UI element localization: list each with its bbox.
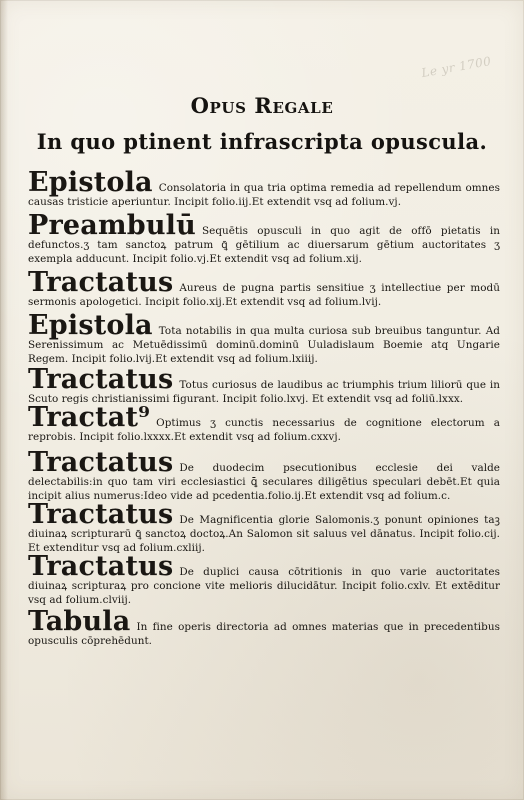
- entry-text: Tota notabilis in qua multa curiosa sub breuibus tanguntur. Ad Serenissimum ac Metuēdissimū dominū.dominū Uuladislaum Boemie atq Ungarie Regem. Incipit folio.lvij.Et extendit vsq ad folium.lxiiij.: [28, 325, 500, 366]
- entry-text: Optimus ʒ cunctis necessarius de cognitione electorum a reprobis. Incipit folio.lxxxx.Et extendit vsq ad folium.cxxvj.: [28, 417, 500, 444]
- entry-label: Tractatus: [28, 551, 174, 582]
- entry-tractatus-4: [28, 499, 500, 555]
- entry-label: Epistola: [28, 167, 153, 198]
- corner-note: Le yr 1700: [420, 53, 493, 81]
- entry-text: Totus curiosus de laudibus ac triumphis trium liliorū que in Scuto regis christianissimi figurant. Incipit folio.lxvj. Et extendit vsq ad foliū.lxxx.: [28, 379, 500, 406]
- entry-label: Epistola: [28, 310, 153, 341]
- entry-tabula: [28, 606, 500, 648]
- entry-text: De duplici causa cōtritionis in quo varie auctoritates diuinaꝝ scripturaꝝ pro concione vite melioris dilucidātur. Incipit folio.cxlv. Et extēditur vsq ad folium.clviij.: [28, 566, 500, 607]
- entry-label: Tractatus: [28, 267, 174, 298]
- entry-preambulum: [28, 210, 500, 266]
- entry-tractat9: [28, 402, 500, 444]
- entry-label: Preambulū: [28, 210, 196, 241]
- entry-text: De duodecim psecutionibus ecclesie dei valde delectabilis:in quo tam viri ecclesiastici ꝗ̄ seculares diligētius speculari debēt.Et quia incipit alius numerus:Ideo vide ad pcedentia.folio.ij.Et extendit vsq ad folium.c.: [28, 462, 500, 503]
- entry-tractatus-5: [28, 551, 500, 607]
- entry-text: Sequētis opusculi in quo agit de offō pietatis in defunctos.ʒ tam sanctoꝝ patrum ꝗ̄ gētilium ac diuersarum gētium auctoritates ʒ exempla adducunt. Incipit folio.vj.Et extendit vsq ad folium.xij.: [28, 225, 500, 266]
- entry-label: Tractatus: [28, 364, 174, 395]
- entry-epistola-1: [28, 167, 500, 209]
- entry-label: Tractatus: [28, 447, 174, 478]
- entry-tractatus-1: [28, 267, 500, 309]
- entry-tractatus-2: [28, 364, 500, 406]
- entry-label: Tabula: [28, 606, 131, 637]
- entry-text: De Magnificentia glorie Salomonis.ʒ ponunt opiniones taꝫ diuinaꝝ scripturarū ꝗ̄ sanctoꝝ doctoꝝ.An Salomon sit saluus vel dānatus. Incipit folio.cij. Et extenditur vsq ad folium.cxliij.: [28, 514, 500, 555]
- entry-text: In fine operis directoria ad omnes materias que in precedentibus opusculis cōprehēdunt.: [28, 621, 500, 648]
- page-subtitle: In quo ptinent infrascripta opuscula.: [36, 129, 488, 154]
- entry-tractatus-3: [28, 447, 500, 503]
- entry-text: Aureus de pugna partis sensitiue ʒ intellectiue per modū sermonis apologetici. Incipit folio.xij.Et extendit vsq ad folium.lvij.: [28, 282, 500, 309]
- entry-label: Tractat⁹: [28, 402, 151, 433]
- page-title: Opus Regale: [190, 93, 334, 118]
- entry-label: Tractatus: [28, 499, 174, 530]
- entry-epistola-2: [28, 310, 500, 366]
- entry-text: Consolatoria in qua tria optima remedia ad repellendum omnes causas tristicie aperiuntur. Incipit folio.iij.Et extendit vsq ad folium.vj.: [28, 182, 500, 209]
